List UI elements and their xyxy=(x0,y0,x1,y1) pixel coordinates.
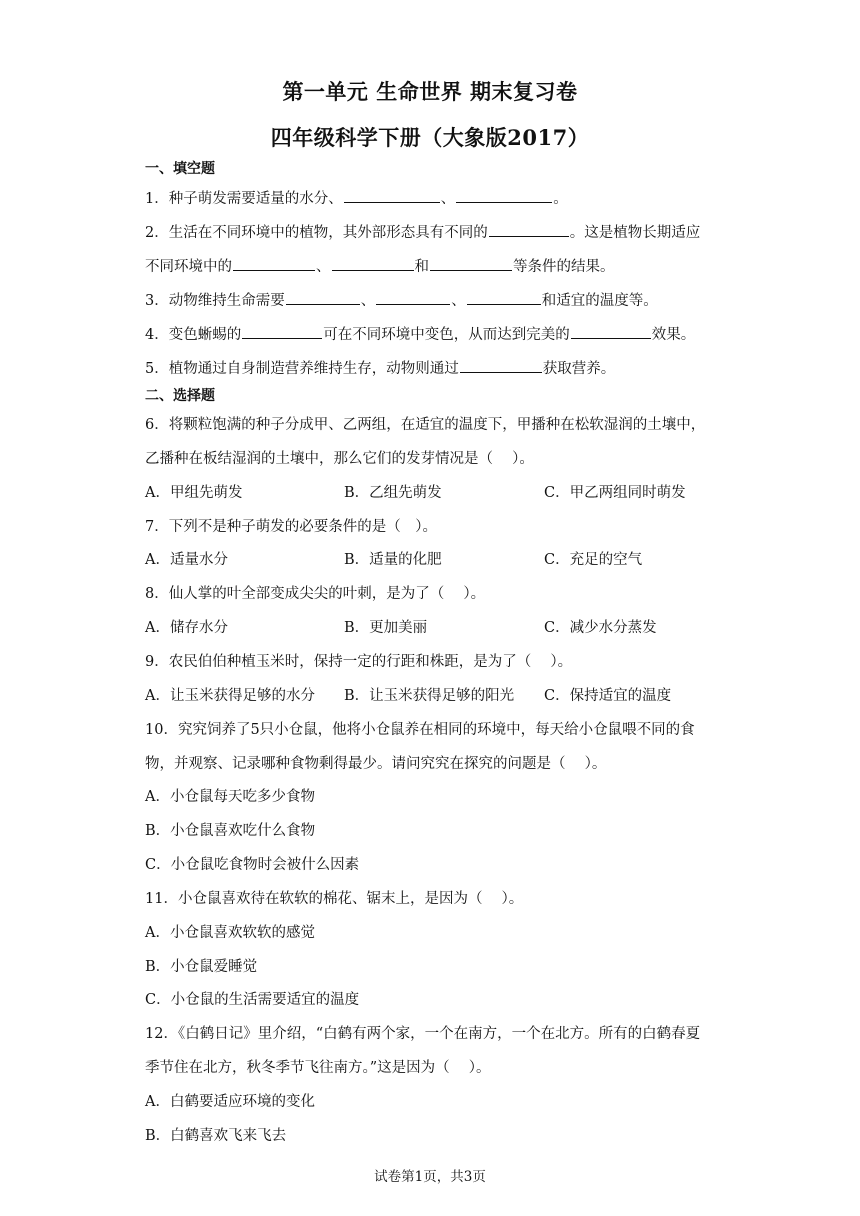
q2-text-2: 不同环境中的 xyxy=(145,259,232,275)
q4-text-cont: 可在不同环境中变色，从而达到完美的 xyxy=(323,327,570,343)
question-10-line-2: 物，并观察、记录哪种食物剩得最少。请问究究在探究的问题是（ ）。 xyxy=(145,756,607,772)
question-12-line-2: 季节住在北方，秋冬季节飞往南方。”这是因为（ ）。 xyxy=(145,1060,491,1076)
question-3 xyxy=(145,289,658,310)
q2-end: 等条件的结果。 xyxy=(513,259,615,275)
section-heading-fill-blank: 一、填空题 xyxy=(145,161,215,177)
answer-blank[interactable] xyxy=(430,256,512,271)
q3-end: 和适宜的温度等。 xyxy=(541,293,658,309)
answer-blank[interactable] xyxy=(571,324,651,339)
q8-option-a[interactable]: A．储存水分 xyxy=(145,620,228,636)
q4-text: 4．变色蜥蜴的 xyxy=(145,327,242,343)
q7-option-a[interactable]: A．适量水分 xyxy=(145,552,228,568)
answer-blank[interactable] xyxy=(456,188,552,203)
question-6-line-1: 6．将颗粒饱满的种子分成甲、乙两组，在适宜的温度下，甲播种在松软湿润的土壤中， xyxy=(145,417,706,433)
page-title: 第一单元 生命世界 期末复习卷 xyxy=(282,79,578,104)
q11-option-b[interactable]: B．小仓鼠爱睡觉 xyxy=(145,959,258,975)
q6-option-a[interactable]: A．甲组先萌发 xyxy=(145,485,243,501)
q9-option-a[interactable]: A．让玉米获得足够的水分 xyxy=(145,688,315,704)
q11-option-c[interactable]: C．小仓鼠的生活需要适宜的温度 xyxy=(145,992,360,1008)
q1-end: 。 xyxy=(553,191,568,207)
q9-option-b[interactable]: B．让玉米获得足够的阳光 xyxy=(344,688,515,704)
q7-option-b[interactable]: B．适量的化肥 xyxy=(344,552,442,568)
answer-blank[interactable] xyxy=(242,324,322,339)
answer-blank[interactable] xyxy=(233,256,315,271)
answer-blank[interactable] xyxy=(332,256,414,271)
q10-option-a[interactable]: A．小仓鼠每天吃多少食物 xyxy=(145,789,315,805)
question-4 xyxy=(145,323,695,344)
q12-option-b[interactable]: B．白鹤喜欢飞来飞去 xyxy=(145,1128,287,1144)
q10-option-c[interactable]: C．小仓鼠吃食物时会被什么因素 xyxy=(145,857,360,873)
question-8: 8．仙人掌的叶全部变成尖尖的叶刺，是为了（ ）。 xyxy=(145,586,486,602)
q3-sep: 、 xyxy=(451,293,466,309)
q8-option-b[interactable]: B．更加美丽 xyxy=(344,620,428,636)
q3-text: 3．动物维持生命需要 xyxy=(145,293,285,309)
question-12-line-1: 12．《白鹤日记》里介绍，“白鹤有两个家，一个在南方，一个在北方。所有的白鹤春夏 xyxy=(145,1026,701,1042)
question-1 xyxy=(145,187,568,208)
question-2-line-2 xyxy=(145,255,615,276)
page-footer: 试卷第1页，共3页 xyxy=(374,1169,486,1185)
page-subtitle: 四年级科学下册（大象版2017） xyxy=(270,125,590,150)
q7-option-c[interactable]: C．充足的空气 xyxy=(544,552,643,568)
question-11: 11．小仓鼠喜欢待在软软的棉花、锯末上，是因为（ ）。 xyxy=(145,891,524,907)
answer-blank[interactable] xyxy=(344,188,440,203)
question-5 xyxy=(145,357,615,378)
question-9: 9．农民伯伯种植玉米时，保持一定的行距和株距，是为了（ ）。 xyxy=(145,654,573,670)
answer-blank[interactable] xyxy=(460,358,542,373)
q2-sep: 、 xyxy=(316,259,331,275)
q2-text: 2．生活在不同环境中的植物，其外部形态具有不同的 xyxy=(145,225,488,241)
question-7: 7．下列不是种子萌发的必要条件的是（ ）。 xyxy=(145,519,437,535)
answer-blank[interactable] xyxy=(376,290,450,305)
q5-end: 获取营养。 xyxy=(542,361,616,377)
question-2-line-1 xyxy=(145,221,700,242)
q6-option-b[interactable]: B．乙组先萌发 xyxy=(344,485,442,501)
answer-blank[interactable] xyxy=(467,290,541,305)
question-6-line-2: 乙播种在板结湿润的土壤中，那么它们的发芽情况是（ ）。 xyxy=(145,451,534,467)
q4-end: 效果。 xyxy=(651,327,696,343)
q11-option-a[interactable]: A．小仓鼠喜欢软软的感觉 xyxy=(145,925,315,941)
q8-option-c[interactable]: C．减少水分蒸发 xyxy=(544,620,657,636)
q1-text: 1．种子萌发需要适量的水分、 xyxy=(145,191,343,207)
q1-sep: 、 xyxy=(440,191,456,207)
q9-option-c[interactable]: C．保持适宜的温度 xyxy=(544,688,672,704)
answer-blank[interactable] xyxy=(286,290,360,305)
q6-option-c[interactable]: C．甲乙两组同时萌发 xyxy=(544,485,686,501)
q10-option-b[interactable]: B．小仓鼠喜欢吃什么食物 xyxy=(145,823,316,839)
answer-blank[interactable] xyxy=(489,222,569,237)
q2-text-cont: 。这是植物长期适应 xyxy=(569,225,701,241)
q2-and: 和 xyxy=(414,259,429,275)
section-heading-choice: 二、选择题 xyxy=(145,388,215,404)
question-10-line-1: 10．究究饲养了5只小仓鼠，他将小仓鼠养在相同的环境中，每天给小仓鼠喂不同的食 xyxy=(145,722,695,738)
q5-text: 5．植物通过自身制造营养维持生存，动物则通过 xyxy=(145,361,459,377)
q3-sep: 、 xyxy=(360,293,376,309)
q12-option-a[interactable]: A．白鹤要适应环境的变化 xyxy=(145,1094,315,1110)
